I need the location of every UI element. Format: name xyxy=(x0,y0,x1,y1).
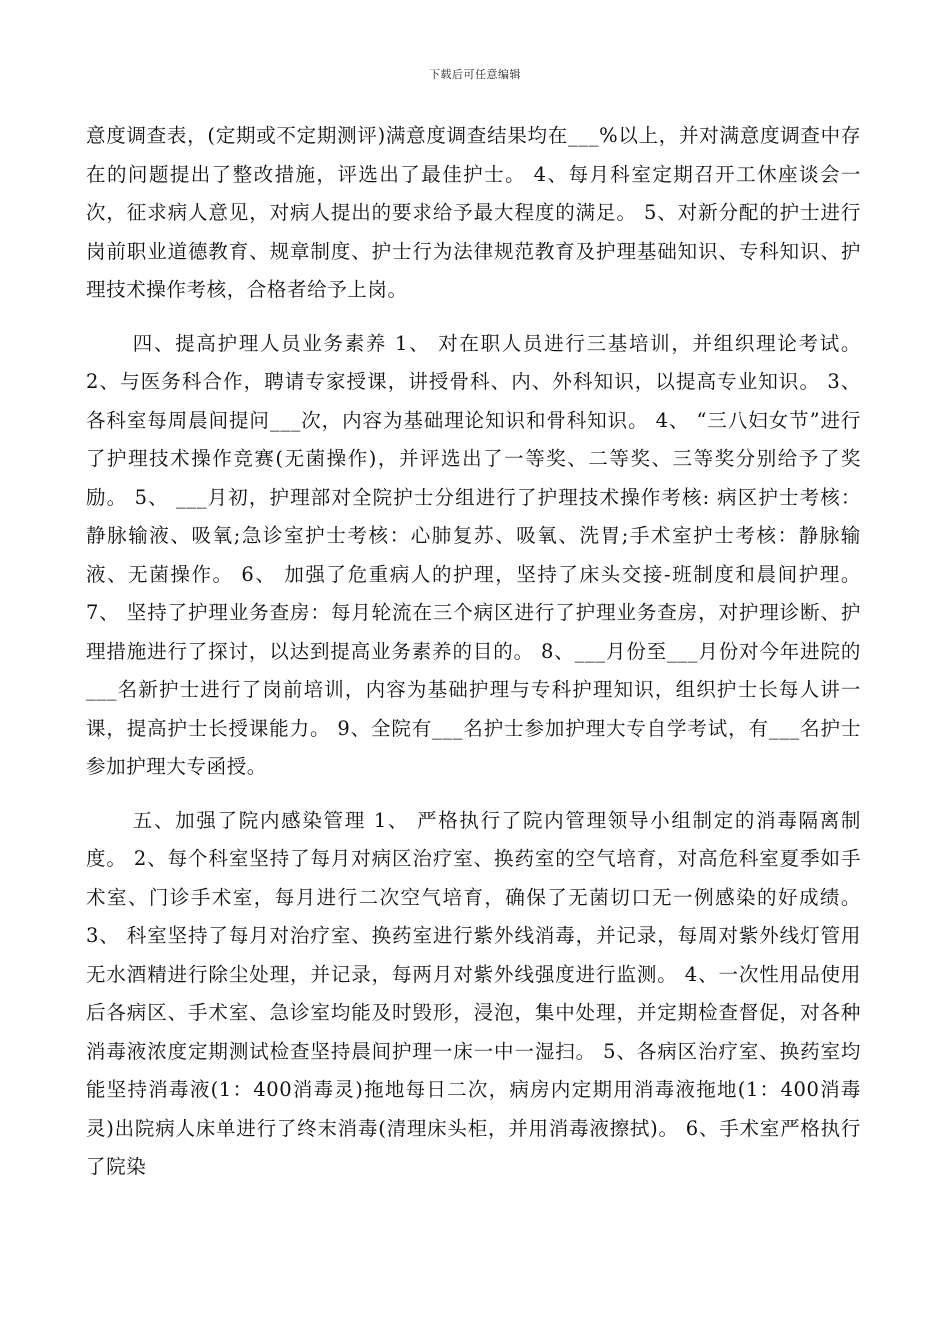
document-body xyxy=(86,117,861,1187)
page-header-note: 下载后可任意编辑 xyxy=(429,68,521,81)
paragraph-spacer xyxy=(86,787,861,802)
paragraph-section-five: 五、加强了院内感染管理 1、 严格执行了院内管理领导小组制定的消毒隔离制度。 2、每个科室坚持了每月对病区治疗室、换药室的空气培育，对高危科室夏季如手术室、门诊手术室，每月进行二次空气培育，确保了无菌切口无一例感染的好成绩。 3、 科室坚持了每月对治疗室、换药室进行紫外线消毒，并记录，每周对紫外线灯管用无水酒精进行除尘处理，并记录，每两月对紫外线强度进行监测。 4、一次性用品使用后各病区、手术室、急诊室均能及时毁形，浸泡，集中处理，并定期检查督促，对各种消毒液浓度定期测试检查坚持晨间护理一床一中一湿扫。 5、各病区治疗室、换药室均能坚持消毒液(1：400消毒灵)拖地每日二次，病房内定期用消毒液拖地(1：400消毒灵)出院病人床单进行了终末消毒(清理床头柜，并用消毒液擦拭)。 6、手术室严格执行了院染 xyxy=(86,808,861,1178)
paragraph-section-four: 四、提高护理人员业务素养 1、 对在职人员进行三基培训，并组织理论考试。 2、与医务科合作，聘请专家授课，讲授骨科、内、外科知识，以提高专业知识。 3、 各科室每周晨间提问___次，内容为基础理论知识和骨科知识。 4、 “三八妇女节”进行了护理技术操作竞赛(无菌操作)，并评选出了一等奖、二等奖、三等奖分别给予了奖励。 5、 ___月初，护理部对全院护士分组进行了护理技术操作考核: 病区护士考核：静脉输液、吸氧;急诊室护士考核：心肺复苏、吸氧、洗胃;手术室护士考核：静脉输液、无菌操作。 6、 加强了危重病人的护理，坚持了床头交接-班制度和晨间护理。 7、 坚持了护理业务查房：每月轮流在三个病区进行了护理业务查房，对护理诊断、护理措施进行了探讨，以达到提高业务素养的目的。 8、___月份至___月份对今年进院的___名新护士进行了岗前培训，内容为基础护理与专科护理知识，组织护士长每人讲一课，提高护士长授课能力。 9、全院有___名护士参加护理大专自学考试，有___名护士参加护理大专函授。 xyxy=(86,331,861,778)
paragraph-satisfaction: 意度调查表，(定期或不定期测评)满意度调查结果均在___%以上，并对满意度调查中存在的问题提出了整改措施，评选出了最佳护士。 4、每月科室定期召开工休座谈会一次，征求病人意见，对病人提出的要求给予最大程度的满足。 5、对新分配的护士进行岗前职业道德教育、规章制度、护士行为法律规范教育及护理基础知识、专科知识、护理技术操作考核，合格者给予上岗。 xyxy=(86,124,861,301)
paragraph-spacer xyxy=(86,310,861,325)
